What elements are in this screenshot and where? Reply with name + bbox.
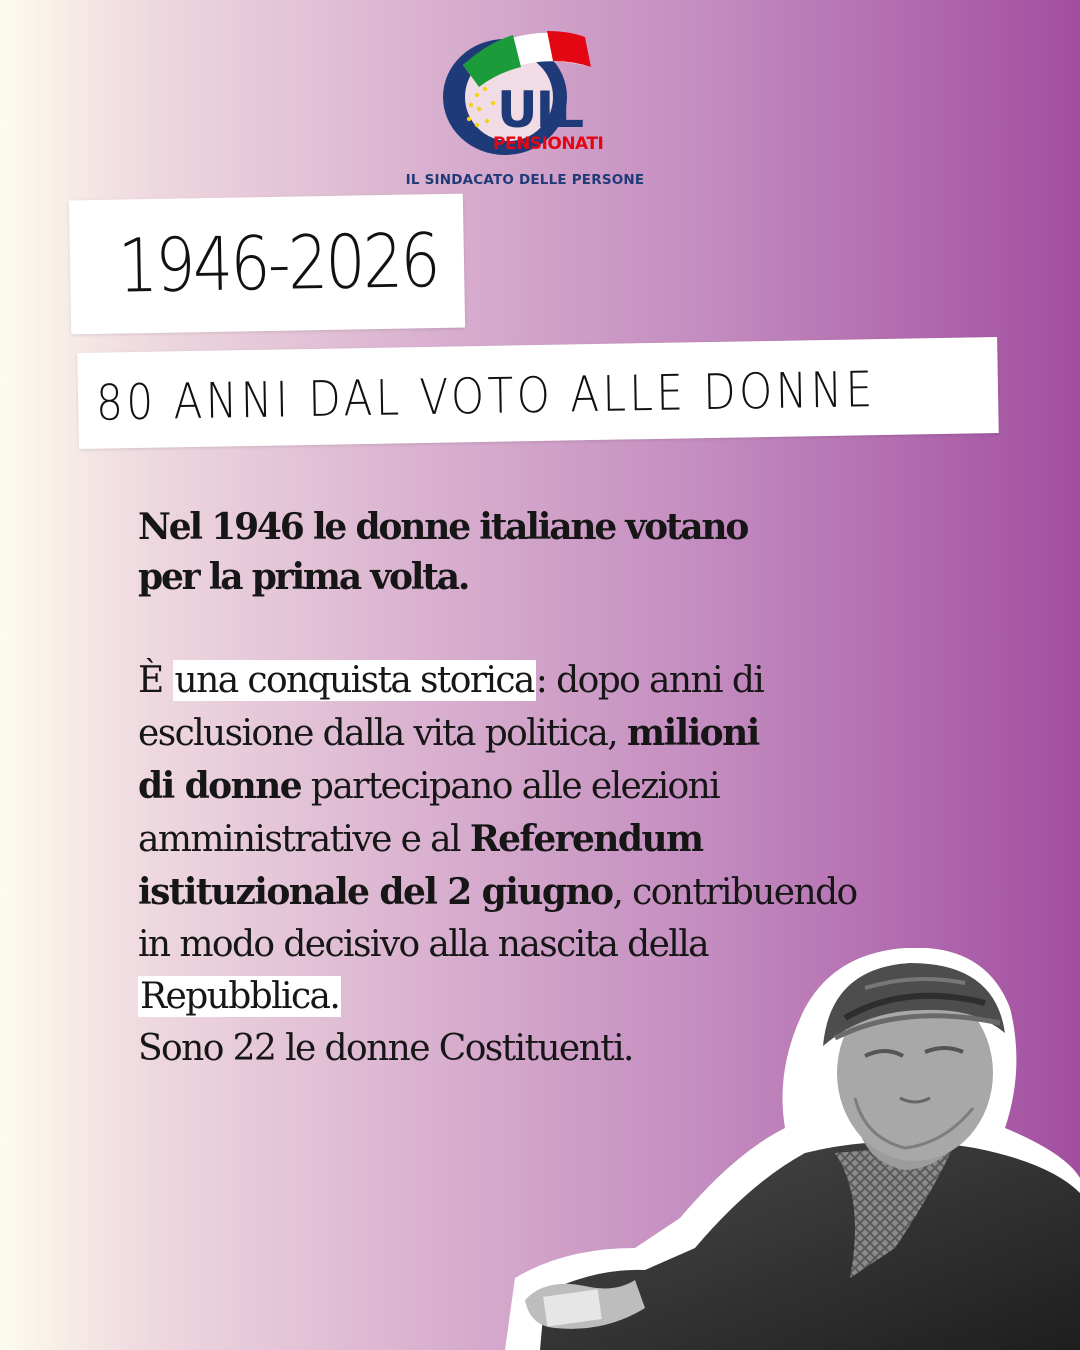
intro-line-1: Nel 1946 le donne italiane votano xyxy=(138,506,748,548)
bold-referendum: Referendum xyxy=(469,818,703,860)
paragraph-line-8: Sono 22 le donne Costituenti. xyxy=(138,1028,633,1069)
logo-subtext: PENSIONATI xyxy=(493,134,604,154)
paragraph-line-2 xyxy=(138,707,1018,760)
anniversary-years: 1946-2026 xyxy=(117,218,439,310)
years-paper-card xyxy=(69,194,465,335)
intro-paragraph xyxy=(138,502,1018,602)
bold-milioni: milioni xyxy=(626,712,759,754)
text-partecipano: partecipano alle elezioni xyxy=(301,766,720,807)
uil-pensionati-logo xyxy=(400,25,650,195)
woman-voting-photo xyxy=(505,948,1080,1350)
intro-line-2: per la prima volta. xyxy=(138,556,469,598)
highlight-repubblica: Repubblica. xyxy=(140,976,340,1017)
text-amministrative: amministrative e al xyxy=(138,819,470,860)
bold-di-donne: di donne xyxy=(138,765,302,807)
logo-text: UIL xyxy=(497,81,583,139)
text-contribuendo: , contribuendo xyxy=(612,872,857,913)
text-e: È xyxy=(138,660,173,701)
uil-logo-icon xyxy=(435,25,615,170)
paragraph-line-4 xyxy=(138,813,1018,866)
logo-tagline: IL SINDACATO DELLE PERSONE xyxy=(405,172,645,188)
paragraph-line-3 xyxy=(138,760,1018,813)
highlight-conquista: una conquista storica xyxy=(174,660,534,701)
headline-title: 80 ANNI DAL VOTO ALLE DONNE xyxy=(95,361,877,432)
paragraph-line-5 xyxy=(138,866,1018,919)
text-esclusione: esclusione dalla vita politica, xyxy=(138,713,627,754)
paragraph-line-1 xyxy=(138,655,1018,707)
headline-paper-card xyxy=(77,337,999,449)
text-after-conquista: : dopo anni di xyxy=(535,660,764,701)
paragraph-line-6: in modo decisivo alla nascita della xyxy=(138,924,708,965)
bold-istituzionale: istituzionale del 2 giugno xyxy=(138,871,613,913)
